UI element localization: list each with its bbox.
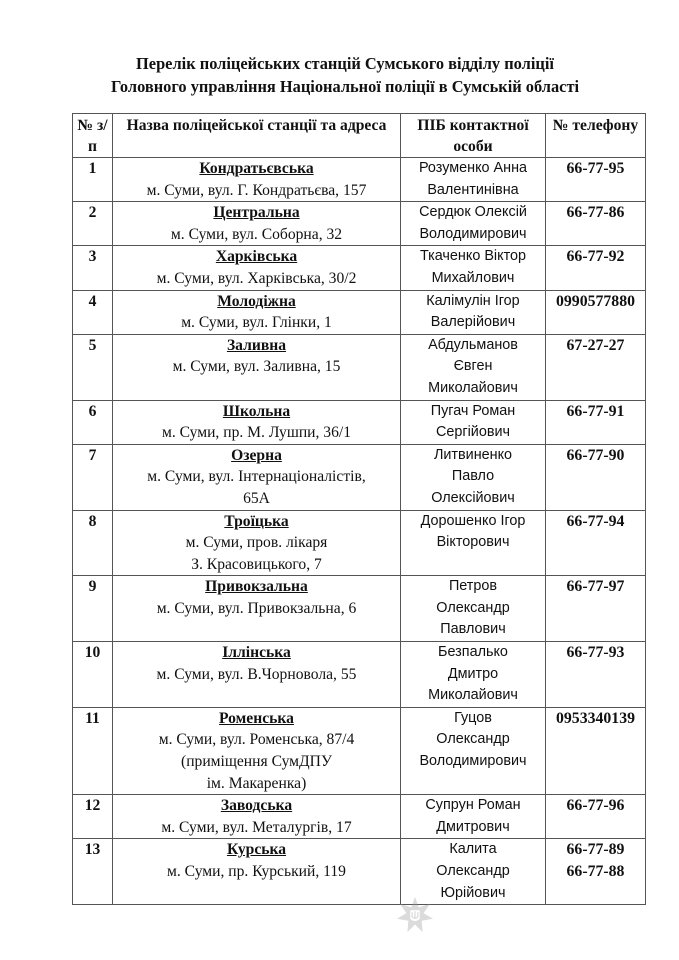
contact-person-line: Петров — [448, 578, 498, 595]
station-address-line: м. Суми, пр. Курський, 119 — [167, 863, 346, 880]
phone-cell — [546, 290, 646, 334]
table-row — [73, 246, 646, 290]
row-number: 4 — [73, 290, 113, 334]
phone-cell — [546, 158, 646, 202]
row-number: 6 — [73, 400, 113, 444]
station-name: Роменська — [219, 709, 294, 727]
station-address-line: м. Суми, вул. Харківська, 30/2 — [156, 269, 357, 287]
station-cell — [113, 510, 401, 576]
station-cell — [113, 158, 401, 202]
station-cell — [113, 444, 401, 510]
phone-number: 66-77-89 — [566, 841, 625, 859]
contact-person-cell — [401, 400, 546, 444]
contact-person-cell — [401, 158, 546, 202]
title-line-2: Головного управління Національної поліції в Сумській області — [110, 77, 580, 96]
contact-person-line: Супрун Роман — [425, 797, 521, 814]
phone-number: 66-77-86 — [566, 204, 625, 222]
contact-person-cell — [401, 334, 546, 400]
phone-cell — [546, 334, 646, 400]
station-address-line: м. Суми, вул. Привокзальна, 6 — [156, 599, 357, 617]
table-row — [73, 444, 646, 510]
table-row — [73, 642, 646, 708]
table-row — [73, 795, 646, 839]
phone-number: 66-77-95 — [566, 160, 625, 177]
station-address-line: (приміщення СумДПУ — [181, 753, 332, 771]
contact-person-line: Пугач Роман — [430, 402, 516, 419]
contact-person-line: Валерійович — [430, 314, 516, 331]
station-cell — [113, 290, 401, 334]
station-address-line: м. Суми, вул. Глінки, 1 — [181, 314, 332, 332]
table-body — [73, 158, 646, 905]
contact-person-cell — [401, 246, 546, 290]
station-cell — [113, 642, 401, 708]
row-number: 13 — [73, 839, 113, 905]
row-number: 12 — [73, 795, 113, 839]
phone-number: 66-77-97 — [566, 578, 625, 596]
row-number: 9 — [73, 576, 113, 642]
row-number: 3 — [73, 246, 113, 290]
station-name: Харківська — [215, 248, 298, 266]
contact-person-line: Сергійович — [435, 424, 511, 441]
contact-person-cell — [401, 202, 546, 246]
phone-cell — [546, 444, 646, 510]
contact-person-line: Гуцов — [454, 709, 492, 726]
contact-person-line: Вікторович — [436, 534, 510, 551]
phone-number: 66-77-96 — [566, 797, 625, 815]
row-number: 10 — [73, 642, 113, 708]
contact-person-line: Павлович — [440, 621, 506, 638]
station-cell — [113, 334, 401, 400]
station-name: Іллінська — [222, 644, 291, 662]
station-name: Привокзальна — [205, 578, 308, 596]
contact-person-line: Олександр — [436, 599, 510, 616]
table-row — [73, 202, 646, 246]
row-number: 11 — [73, 707, 113, 794]
station-address-line: м. Суми, вул. Соборна, 32 — [170, 225, 343, 243]
phone-cell — [546, 795, 646, 839]
table-row — [73, 839, 646, 905]
phone-number: 0953340139 — [556, 709, 635, 727]
contact-person-line: Розуменко Анна — [418, 160, 528, 176]
phone-cell — [546, 707, 646, 794]
phone-number: 0990577880 — [556, 292, 635, 310]
station-cell — [113, 246, 401, 290]
table-row — [73, 510, 646, 576]
row-number: 1 — [73, 158, 113, 202]
contact-person-line: Олексійович — [431, 489, 515, 506]
table-row — [73, 707, 646, 794]
contact-person-cell — [401, 795, 546, 839]
station-cell — [113, 400, 401, 444]
station-address-line: З. Красовицького, 7 — [191, 555, 322, 573]
contact-person-line: Євген — [453, 358, 493, 375]
title-line-1: Перелік поліцейських станцій Сумського відділу поліції — [136, 54, 554, 73]
row-number: 8 — [73, 510, 113, 576]
station-address-line: м. Суми, вул. Заливна, 15 — [172, 358, 341, 376]
station-name: Молодіжна — [217, 292, 296, 310]
table-row — [73, 334, 646, 400]
header-name: Назва поліцейської станції та адреса — [113, 114, 401, 158]
header-person: ПІБ контактної особи — [401, 114, 546, 158]
contact-person-cell — [401, 576, 546, 642]
phone-number: 66-77-92 — [566, 248, 625, 266]
station-cell — [113, 707, 401, 794]
station-address-line: м. Суми, вул. Металургів, 17 — [161, 818, 352, 836]
contact-person-line: Володимирович — [419, 753, 527, 770]
station-name: Заливна — [226, 336, 287, 354]
contact-person-line: Калита — [449, 841, 497, 858]
contact-person-line: Валентинівна — [427, 181, 519, 198]
station-address-line: м. Суми, пров. лікаря — [185, 534, 328, 552]
contact-person-line: Безпалько — [438, 644, 508, 661]
phone-cell — [546, 510, 646, 576]
contact-person-line: Дорошенко Ігор — [420, 512, 526, 529]
contact-person-line: Олександр — [436, 731, 510, 748]
contact-person-line: Дмитро — [447, 665, 499, 682]
station-address-line: м. Суми, вул. Г. Кондратьєва, 157 — [146, 181, 367, 199]
phone-number: 66-77-88 — [566, 863, 625, 880]
contact-person-line: Миколайович — [428, 379, 518, 396]
station-cell — [113, 795, 401, 839]
header-phone: № телефону — [546, 114, 646, 158]
contact-person-line: Ткаченко Віктор — [419, 248, 527, 265]
station-name: Заводська — [220, 797, 293, 815]
station-cell — [113, 202, 401, 246]
station-address-line: м. Суми, пр. М. Лушпи, 36/1 — [161, 424, 352, 442]
contact-person-line: Миколайович — [428, 687, 518, 704]
phone-cell — [546, 202, 646, 246]
table-header-row — [73, 114, 646, 158]
row-number: 2 — [73, 202, 113, 246]
phone-number: 66-77-94 — [566, 512, 625, 530]
contact-person-line: Литвиненко — [433, 446, 513, 463]
phone-number: 67-27-27 — [566, 336, 625, 354]
table-row — [73, 576, 646, 642]
station-name: Курська — [226, 841, 287, 859]
station-cell — [113, 839, 401, 905]
station-name: Озерна — [231, 446, 282, 464]
station-address-line: м. Суми, вул. Інтернаціоналістів, — [147, 468, 366, 486]
header-num: № з/п — [73, 114, 113, 158]
contact-person-line: Калімулін Ігор — [426, 292, 520, 309]
contact-person-cell — [401, 510, 546, 576]
contact-person-line: Абдульманов — [428, 336, 518, 353]
station-name: Центральна — [213, 204, 300, 222]
table-row — [73, 158, 646, 202]
document-title — [40, 52, 650, 98]
contact-person-cell — [401, 707, 546, 794]
contact-person-cell — [401, 642, 546, 708]
contact-person-line: Володимирович — [419, 225, 527, 242]
contact-person-cell — [401, 290, 546, 334]
phone-cell — [546, 839, 646, 905]
phone-cell — [546, 400, 646, 444]
phone-number: 66-77-93 — [566, 644, 625, 662]
stations-table — [72, 113, 646, 905]
station-address-line: ім. Макаренка) — [206, 774, 307, 792]
station-address-line: м. Суми, вул. В.Чорновола, 55 — [156, 665, 357, 683]
contact-person-line: Дмитрович — [436, 818, 510, 835]
contact-person-line: Сердюк Олексій — [419, 204, 527, 221]
phone-cell — [546, 642, 646, 708]
table-row — [73, 400, 646, 444]
station-address-line: м. Суми, вул. Роменська, 87/4 — [158, 731, 355, 749]
phone-number: 66-77-90 — [566, 446, 625, 464]
row-number: 7 — [73, 444, 113, 510]
row-number: 5 — [73, 334, 113, 400]
phone-number: 66-77-91 — [566, 402, 625, 420]
contact-person-line: Олександр — [436, 863, 510, 879]
contact-person-cell — [401, 444, 546, 510]
table-row — [73, 290, 646, 334]
station-name: Школьна — [222, 402, 291, 420]
contact-person-line: Павло — [451, 468, 495, 485]
phone-cell — [546, 576, 646, 642]
station-address-line: 65А — [243, 489, 270, 507]
police-emblem-icon — [396, 895, 434, 935]
station-name: Троїцька — [224, 512, 289, 530]
station-cell — [113, 576, 401, 642]
station-name: Кондратьєвська — [199, 160, 314, 177]
phone-cell — [546, 246, 646, 290]
contact-person-line: Михайлович — [431, 269, 515, 286]
contact-person-line: Юрійович — [440, 884, 506, 901]
